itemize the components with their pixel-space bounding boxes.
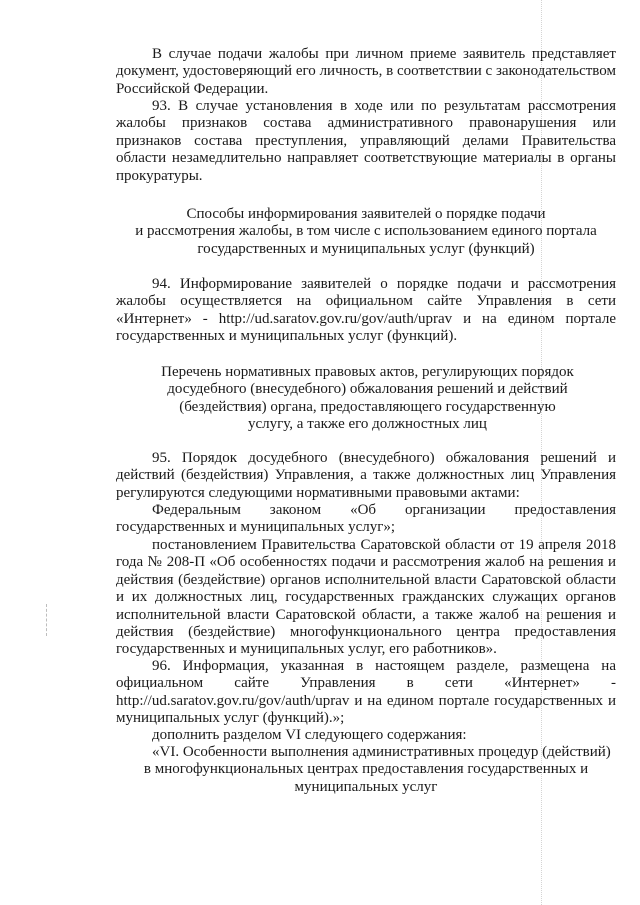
paragraph-resolution: постановлением Правительства Саратовской области от 19 апреля 2018 года № 208-П «Об особенностях подачи и рассмотрения жалоб на решения и действия (бездействие) органов исполнительной власти Саратовской области и их должностных лиц, государственных гражданских служащих органов исполнительной власти Саратовской области, а также жалоб на решения и действия (бездействие) многофункционального центра предоставления государственных и муниципальных услуг, его работников».	[116, 537, 616, 658]
heading-line: Способы информирования заявителей о порядке подачи	[186, 206, 546, 222]
section-heading-legal-acts	[140, 364, 595, 434]
heading-line: услугу, а также его должностных лиц	[248, 416, 487, 433]
paragraph-95: 95. Порядок досудебного (внесудебного) обжалования решений и действий (бездействия) Управления, а также должностных лиц Управления регулируются следующими нормативными правовыми актами:	[116, 450, 616, 501]
section-heading-vi	[116, 744, 640, 796]
paragraph-94: 94. Информирование заявителей о порядке подачи и рассмотрения жалобы осуществляется на официальном сайте Управления в сети «Интернет» - http://ud.saratov.gov.ru/gov/auth/uprav и на едином портале государственных и муниципальных услуг (функций).	[116, 276, 616, 345]
heading-line: муниципальных услуг	[294, 778, 438, 795]
heading-line: Перечень нормативных правовых актов, регулирующих порядок	[161, 364, 574, 380]
heading-line: (бездействия) органа, предоставляющего государственную	[179, 398, 556, 415]
heading-line: в многофункциональных центрах предоставления государственных и	[143, 761, 589, 778]
heading-line: досудебного (внесудебного) обжалования решений и действий	[167, 381, 568, 398]
paragraph-add-section: дополнить разделом VI следующего содержания:	[152, 727, 467, 743]
heading-line: государственных и муниципальных услуг (функций)	[197, 240, 535, 257]
section-heading-informing	[116, 206, 616, 258]
margin-scan-marks	[46, 604, 49, 636]
paragraph-96: 96. Информация, указанная в настоящем разделе, размещена на официальном сайте Управления в сети «Интернет» - http://ud.saratov.gov.ru/gov/auth/uprav и на едином портале государственных и муниципальных услуг (функций).»;	[116, 658, 616, 727]
heading-line: «VI. Особенности выполнения административных процедур (действий)	[152, 744, 611, 760]
paragraph-federal-law: Федеральным законом «Об организации предоставления государственных и муниципальных услуг»;	[116, 502, 616, 536]
heading-line: и рассмотрения жалобы, в том числе с использованием единого портала	[135, 223, 597, 240]
paragraph-intro: В случае подачи жалобы при личном приеме заявитель представляет документ, удостоверяющий его личность, в соответствии с законодательством Российской Федерации.	[116, 46, 616, 97]
paragraph-93: 93. В случае установления в ходе или по результатам рассмотрения жалобы признаков состава административного правонарушения или признаков состава преступления, управляющий делами Правительства области незамедлительно направляет соответствующие материалы в органы прокуратуры.	[116, 98, 616, 184]
